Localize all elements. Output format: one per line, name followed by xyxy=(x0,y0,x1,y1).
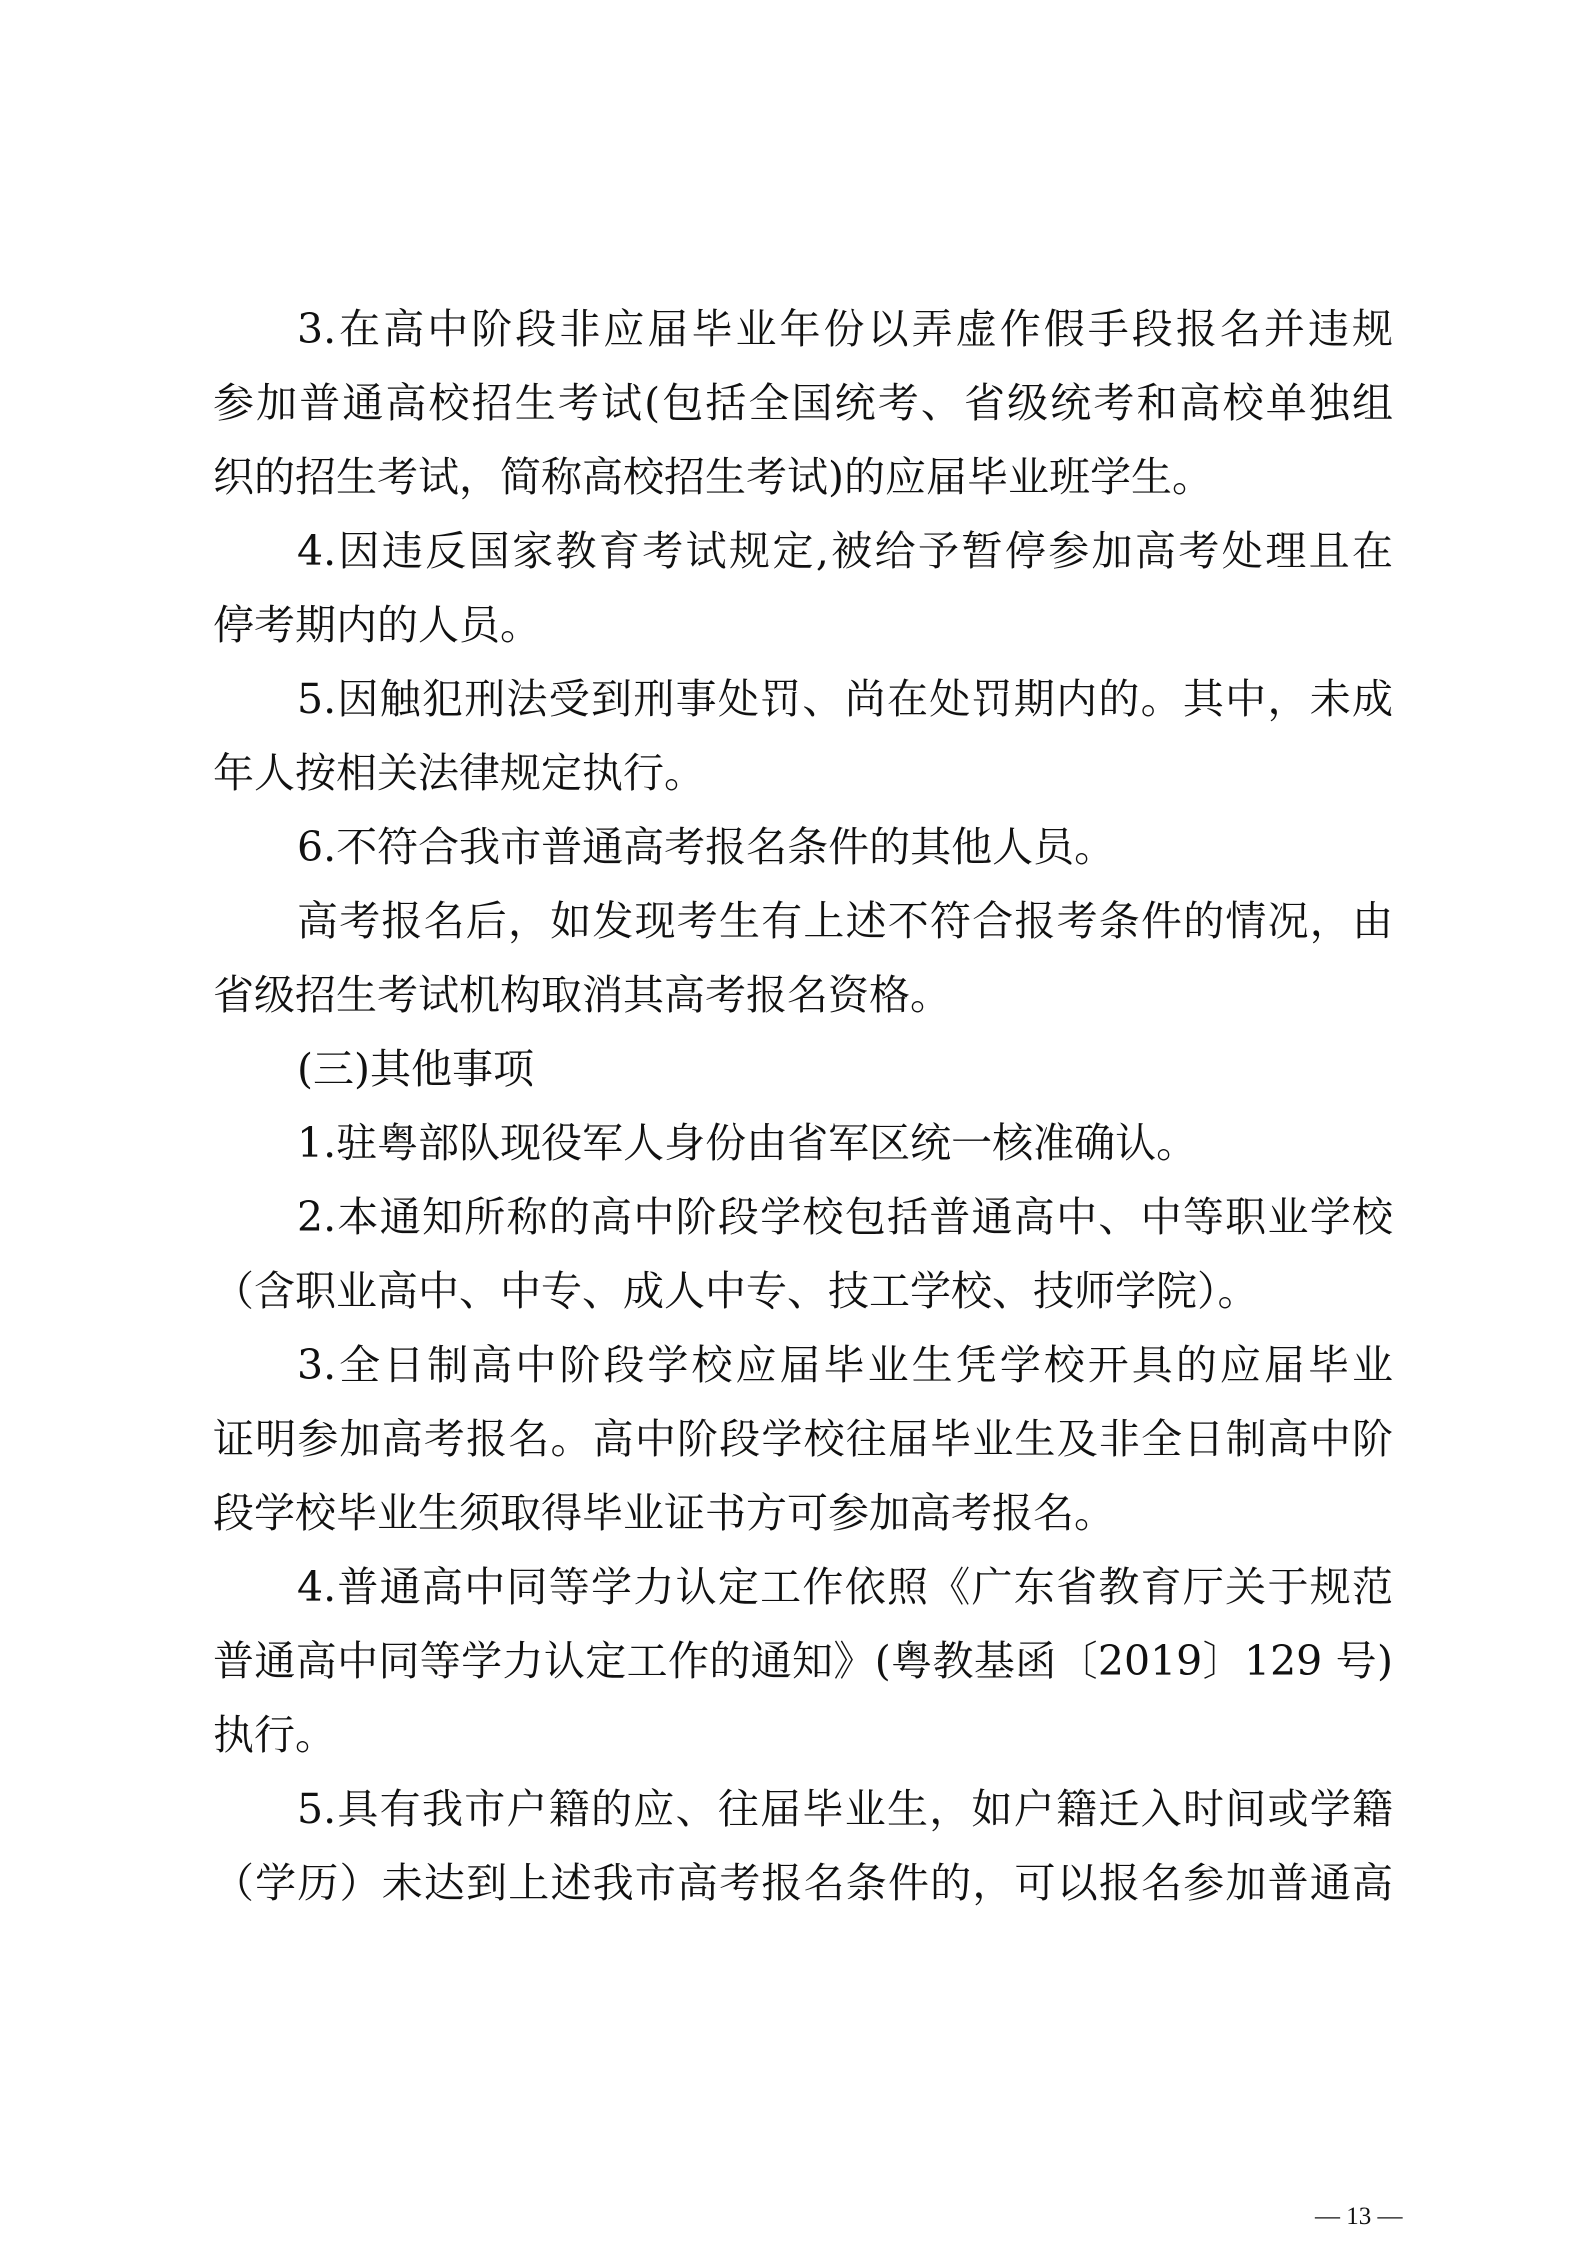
text-line: 参加普通高校招生考试(包括全国统考、省级统考和高校单独组 xyxy=(213,379,1393,427)
text-line: （学历）未达到上述我市高考报名条件的，可以报名参加普通高 xyxy=(213,1859,1393,1907)
text-line: 1.驻粤部队现役军人身份由省军区统一核准确认。 xyxy=(297,1119,1198,1167)
text-line: 2.本通知所称的高中阶段学校包括普通高中、中等职业学校 xyxy=(297,1193,1393,1241)
text-line: 高考报名后，如发现考生有上述不符合报考条件的情况，由 xyxy=(297,897,1393,945)
text-line: 织的招生考试，简称高校招生考试)的应届毕业班学生。 xyxy=(213,453,1213,501)
text-line: 停考期内的人员。 xyxy=(213,601,541,649)
text-line: 证明参加高考报名。高中阶段学校往届毕业生及非全日制高中阶 xyxy=(213,1415,1393,1463)
section-heading: (三)其他事项 xyxy=(297,1045,534,1093)
body-text xyxy=(213,292,1393,1920)
text-line: 6.不符合我市普通高考报名条件的其他人员。 xyxy=(297,823,1116,871)
text-line: 3.全日制高中阶段学校应届毕业生凭学校开具的应届毕业 xyxy=(297,1341,1393,1389)
text-line: （含职业高中、中专、成人中专、技工学校、技师学院）。 xyxy=(213,1267,1259,1315)
text-line: 段学校毕业生须取得毕业证书方可参加高考报名。 xyxy=(213,1489,1115,1537)
text-line: 5.具有我市户籍的应、往届毕业生，如户籍迁入时间或学籍 xyxy=(297,1785,1393,1833)
text-line: 年人按相关法律规定执行。 xyxy=(213,749,705,797)
text-line: 4.普通高中同等学力认定工作依照《广东省教育厅关于规范 xyxy=(297,1563,1393,1611)
text-line: 执行。 xyxy=(213,1711,336,1759)
text-line: 5.因触犯刑法受到刑事处罚、尚在处罚期内的。其中，未成 xyxy=(297,675,1393,723)
text-line: 3.在高中阶段非应届毕业年份以弄虚作假手段报名并违规 xyxy=(297,305,1393,353)
page-number: — 13 — xyxy=(1315,2203,1403,2230)
text-line: 省级招生考试机构取消其高考报名资格。 xyxy=(213,971,951,1019)
text-line: 4.因违反国家教育考试规定,被给予暂停参加高考处理且在 xyxy=(297,527,1393,575)
text-line: 普通高中同等学力认定工作的通知》(粤教基函〔2019〕129 号) xyxy=(213,1637,1393,1685)
